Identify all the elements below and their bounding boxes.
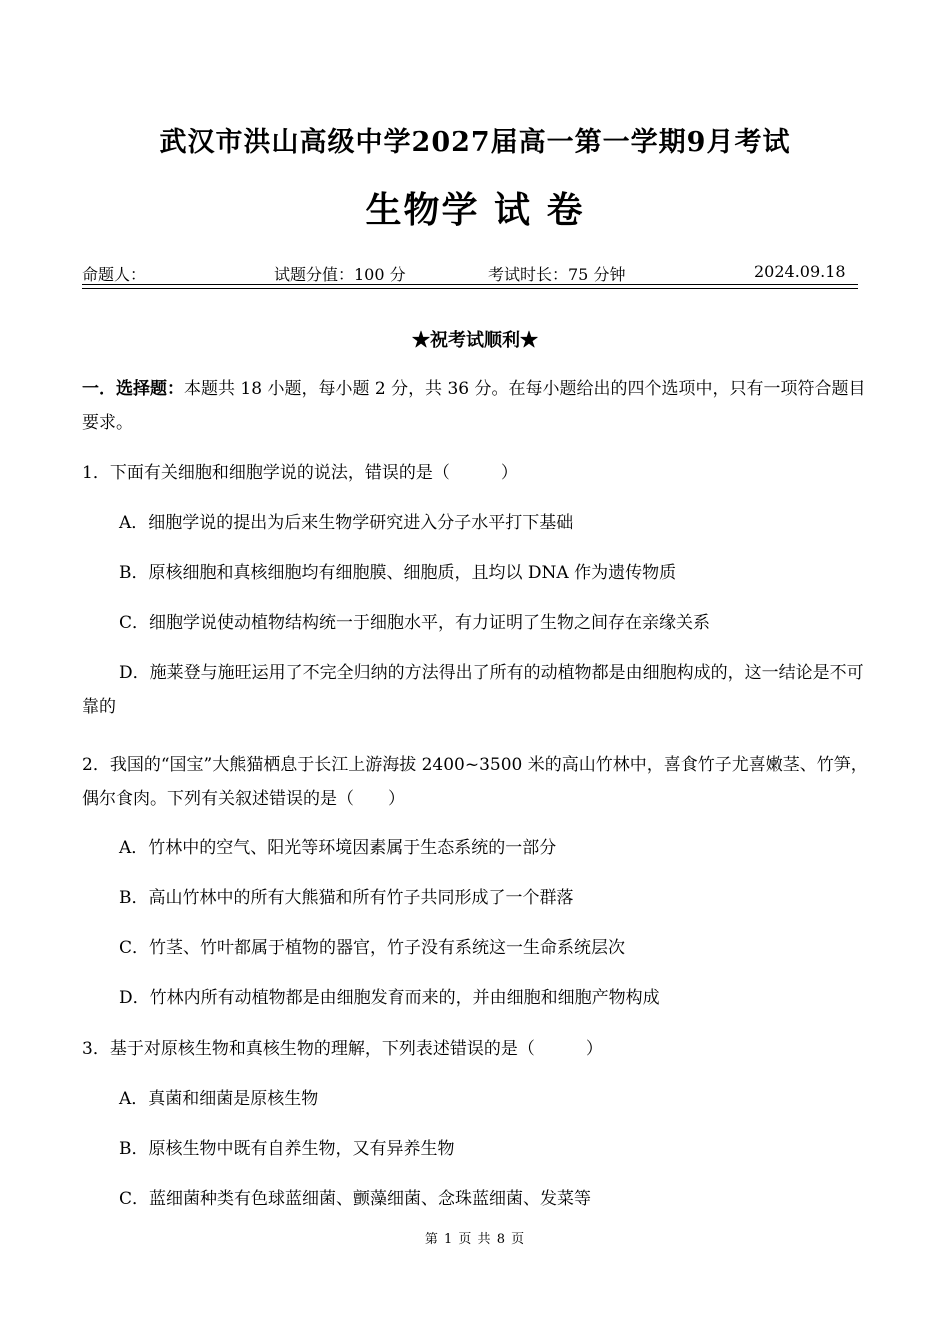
question-2-stem: 2．我国的“国宝”大熊猫栖息于长江上游海拔 2400~3500 米的高山竹林中，喜食竹子尤喜嫩茎、竹笋，偶尔食肉。下列有关叙述错误的是（ ） xyxy=(82,755,868,809)
question-3-option-a: A．真菌和细菌是原核生物 xyxy=(119,1089,319,1109)
header-rule-top xyxy=(82,284,858,285)
exam-date: 2024.09.18 xyxy=(754,262,846,281)
question-1-stem: 1．下面有关细胞和细胞学说的说法，错误的是（ ） xyxy=(82,463,518,483)
wish-text: ★祝考试顺利★ xyxy=(412,330,538,351)
question-3-option-b: B．原核生物中既有自养生物，又有异养生物 xyxy=(119,1139,455,1159)
question-2-option-a: A．竹林中的空气、阳光等环境因素属于生态系统的一部分 xyxy=(119,838,557,858)
page-number: 第 1 页 共 8 页 xyxy=(424,1232,526,1247)
header-rule-bottom xyxy=(82,288,858,289)
question-3-option-c: C．蓝细菌种类有色球蓝细菌、颤藻细菌、念珠蓝细菌、发菜等 xyxy=(119,1189,592,1209)
question-2-option-b: B．高山竹林中的所有大熊猫和所有竹子共同形成了一个群落 xyxy=(119,888,574,908)
score-label: 试题分值：100 分 xyxy=(274,265,406,284)
author-label: 命题人： xyxy=(82,265,147,284)
question-1-option-b: B．原核细胞和真核细胞均有细胞膜、细胞质，且均以 DNA 作为遗传物质 xyxy=(119,563,677,583)
exam-title: 武汉市洪山高级中学2027届高一第一学期9月考试 xyxy=(159,127,791,158)
question-1-option-d: D．施莱登与施旺运用了不完全归纳的方法得出了所有的动植物都是由细胞构成的，这一结论是不可靠的 xyxy=(82,663,864,717)
question-1-option-c: C．细胞学说使动植物结构统一于细胞水平，有力证明了生物之间存在亲缘关系 xyxy=(119,613,711,633)
section-heading-bold: 一．选择题： xyxy=(82,379,184,399)
question-1-option-a: A．细胞学说的提出为后来生物学研究进入分子水平打下基础 xyxy=(119,513,574,533)
question-2-option-d: D．竹林内所有动植物都是由细胞发育而来的，并由细胞和细胞产物构成 xyxy=(119,988,660,1008)
question-3-stem: 3．基于对原核生物和真核生物的理解，下列表述错误的是（ ） xyxy=(82,1039,603,1059)
section-heading-text: 本题共 18 小题，每小题 2 分，共 36 分。在每小题给出的四个选项中，只有一项符合题目要求。 xyxy=(82,379,866,433)
section-heading xyxy=(82,372,872,440)
exam-info-row xyxy=(82,262,858,286)
exam-subtitle: 生物学 试 卷 xyxy=(365,189,585,231)
time-label: 考试时长：75 分钟 xyxy=(488,265,626,284)
question-2-option-c: C．竹茎、竹叶都属于植物的器官，竹子没有系统这一生命系统层次 xyxy=(119,938,626,958)
